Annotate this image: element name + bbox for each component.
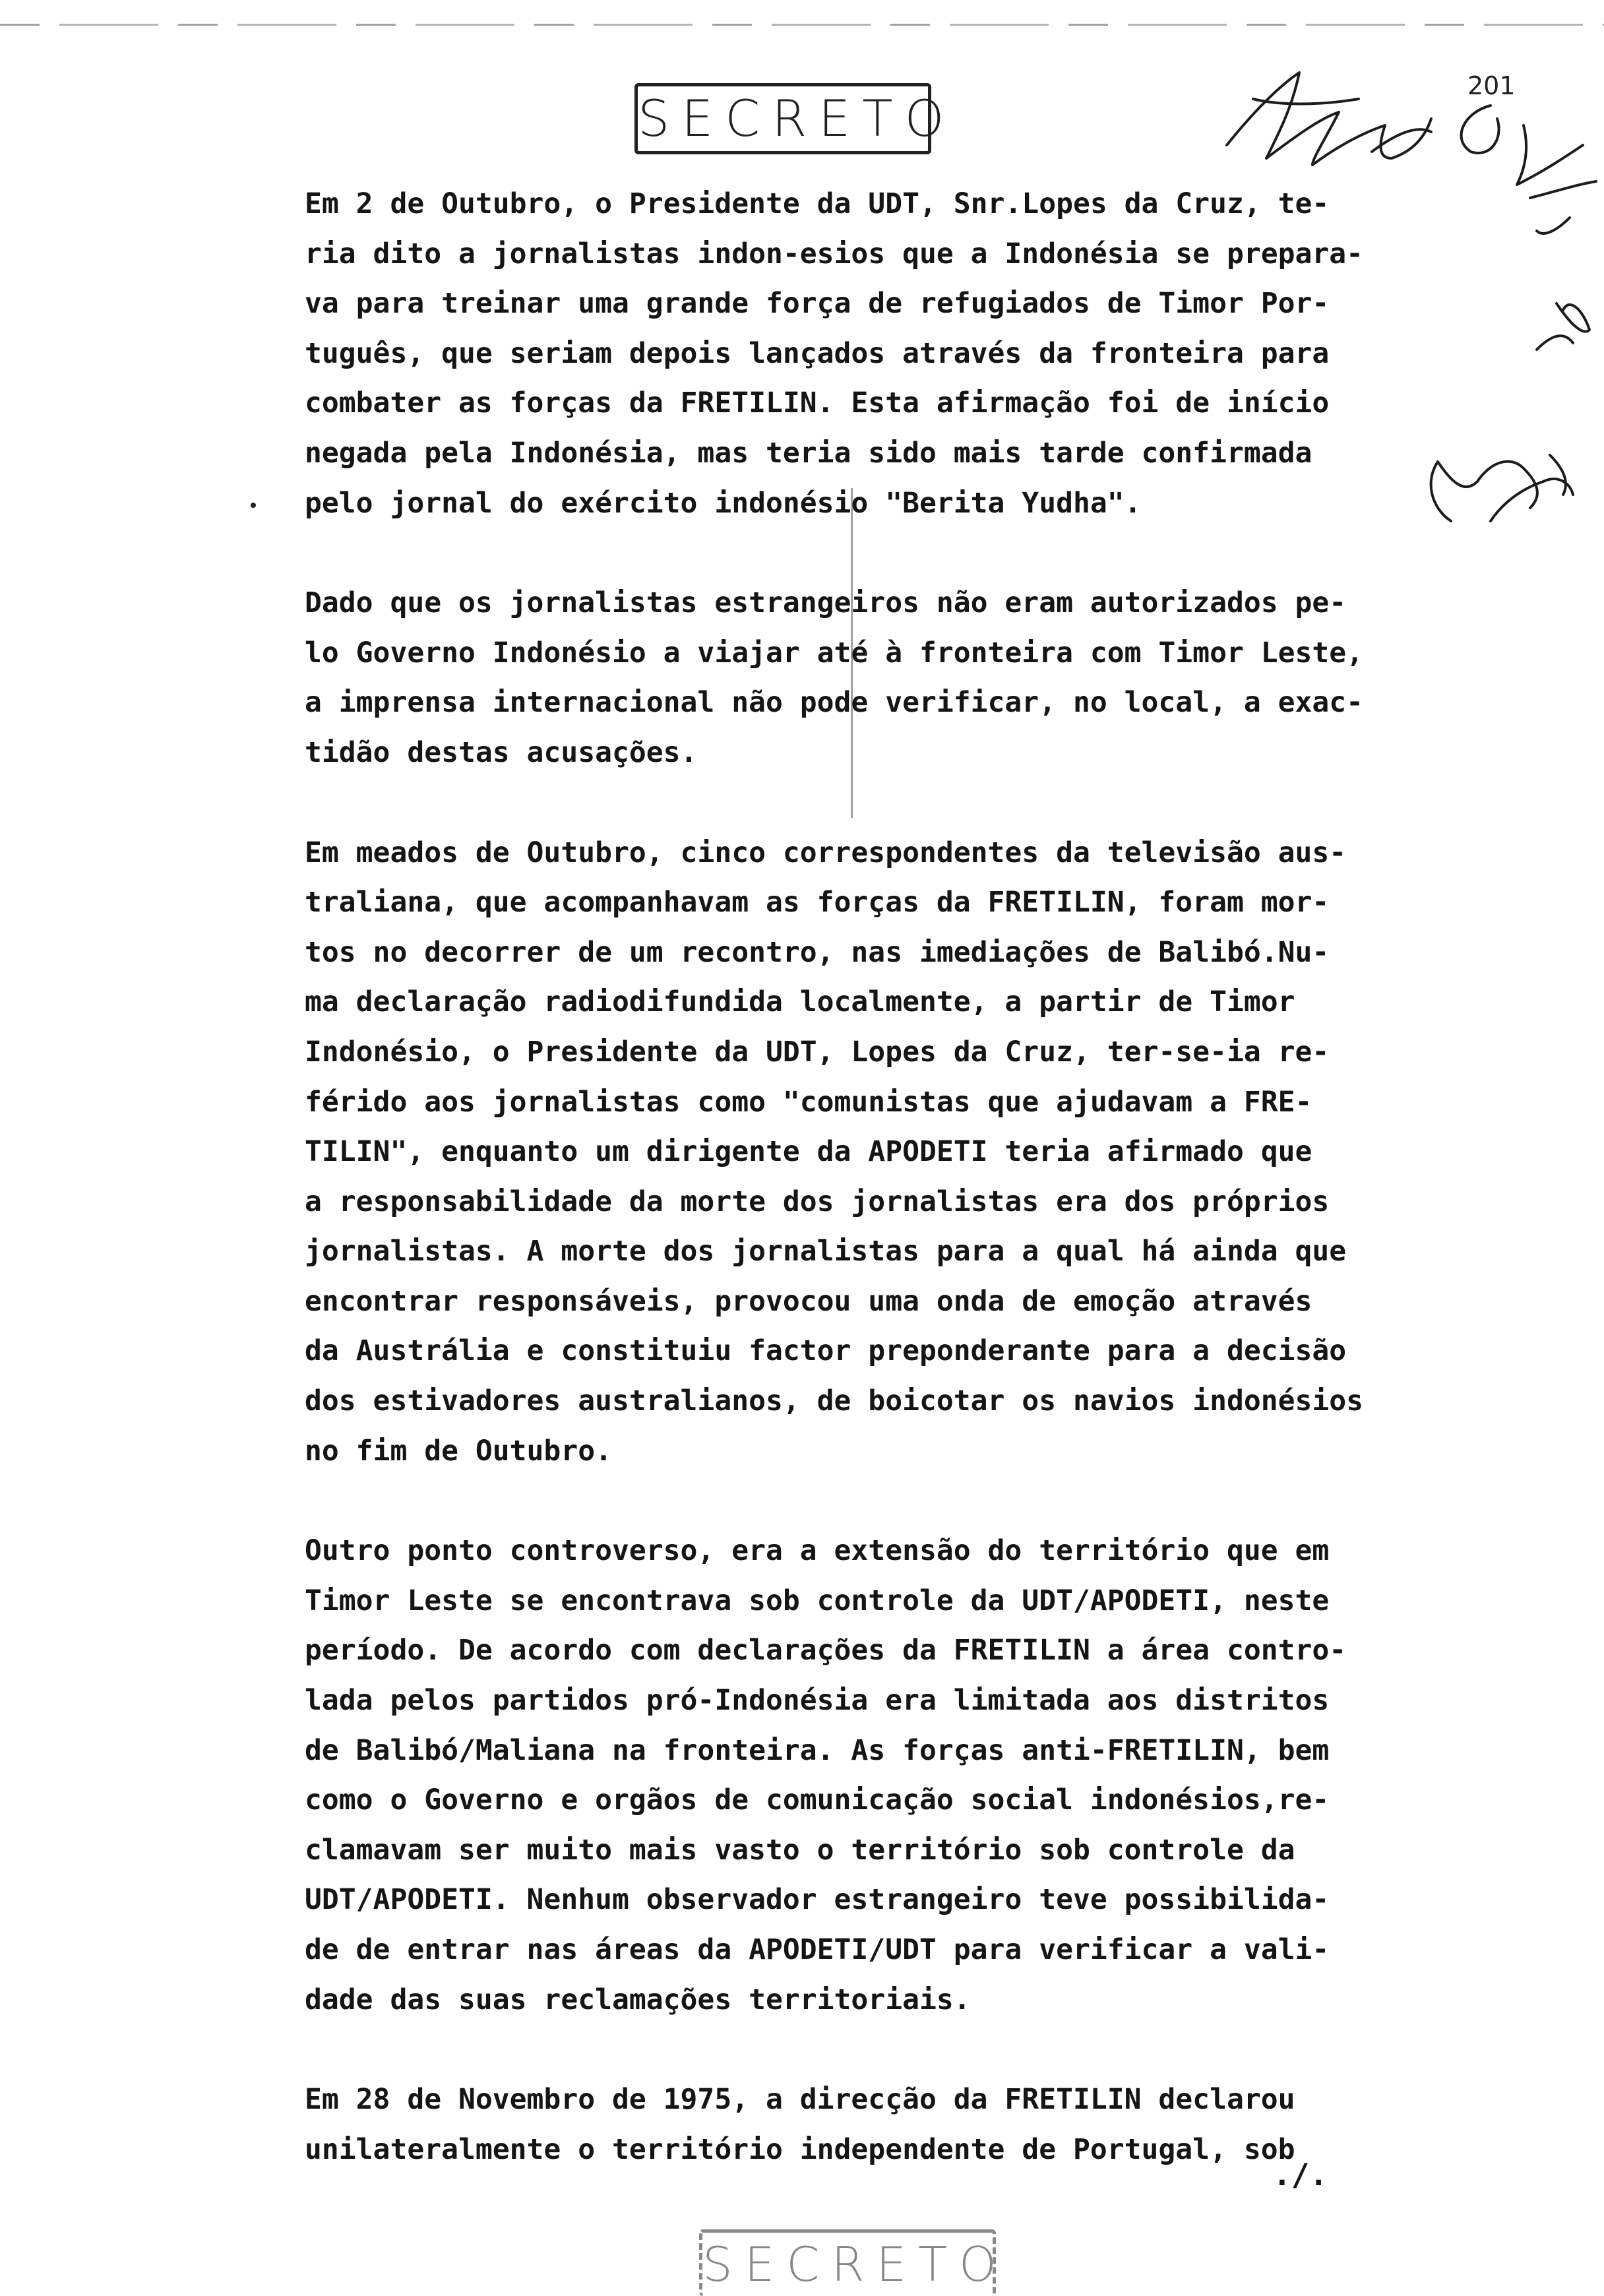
text-line: Indonésio, o Presidente da UDT, Lopes da Cruz, ter-se-ia re- xyxy=(305,1035,1330,1069)
text-line: unilateralmente o território independente de Portugal, sob xyxy=(305,2132,1295,2166)
text-line: lada pelos partidos pró-Indonésia era limitada aos distritos xyxy=(305,1684,1330,1718)
continuation-mark: ./. xyxy=(1273,2157,1328,2192)
text-line: encontrar responsáveis, provocou uma onda de emoção através xyxy=(305,1284,1312,1318)
text-line: tuguês, que seriam depois lançados através da fronteira para xyxy=(305,336,1330,370)
text-line: a imprensa internacional não pode verificar, no local, a exac- xyxy=(305,686,1364,720)
text-line: ma declaração radiodifundida localmente, a partir de Timor xyxy=(305,985,1295,1019)
text-line: período. De acordo com declarações da FRETILIN a área contro- xyxy=(305,1634,1347,1667)
text-line: de Balibó/Maliana na fronteira. As forças anti-FRETILIN, bem xyxy=(305,1733,1330,1767)
text-line: Em 2 de Outubro, o Presidente da UDT, Snr.Lopes da Cruz, te- xyxy=(305,187,1330,220)
text-line: lo Governo Indonésio a viajar até à fronteira com Timor Leste, xyxy=(305,636,1364,669)
text-line: combater as forças da FRETILIN. Esta afirmação foi de início xyxy=(305,387,1330,420)
text-line: dade das suas reclamações territoriais. xyxy=(305,1983,971,2016)
text-line: jornalistas. A morte dos jornalistas para a qual há ainda que xyxy=(305,1235,1347,1268)
paragraph-5 xyxy=(305,2075,1591,2175)
paragraph-3 xyxy=(305,828,1591,1477)
classification-stamp-bottom: SECRETO xyxy=(699,2229,996,2296)
top-edge-rule xyxy=(0,24,1604,26)
classification-stamp-top: SECRETO xyxy=(634,83,931,154)
text-line: como o Governo e orgãos de comunicação social indonésios,re- xyxy=(305,1784,1330,1817)
text-line: pelo jornal do exército indonésio "Berita Yudha". xyxy=(305,486,1142,520)
paragraph-2 xyxy=(305,578,1591,778)
text-line: ria dito a jornalistas indon-esios que a Indonésia se prepara- xyxy=(305,237,1364,270)
text-line: Dado que os jornalistas estrangeiros não eram autorizados pe- xyxy=(305,586,1347,620)
text-line: traliana, que acompanhavam as forças da FRETILIN, foram mor- xyxy=(305,886,1330,919)
text-line: TILIN", enquanto um dirigente da APODETI teria afirmado que xyxy=(305,1135,1312,1169)
text-line: Em 28 de Novembro de 1975, a direcção da FRETILIN declarou xyxy=(305,2083,1295,2117)
text-line: da Austrália e constituiu factor preponderante para a decisão xyxy=(305,1334,1347,1368)
text-line: tos no decorrer de um recontro, nas imediações de Balibó.Nu- xyxy=(305,935,1330,969)
paragraph-4 xyxy=(305,1526,1591,2025)
text-line: férido aos jornalistas como "comunistas que ajudavam a FRE- xyxy=(305,1085,1312,1119)
text-line: no fim de Outubro. xyxy=(305,1434,612,1468)
text-line: UDT/APODETI. Nenhum observador estrangeiro teve possibilida- xyxy=(305,1883,1330,1917)
text-line: Timor Leste se encontrava sob controle da UDT/APODETI, neste xyxy=(305,1584,1330,1617)
text-line: va para treinar uma grande força de refugiados de Timor Por- xyxy=(305,287,1330,321)
page-number: 201 xyxy=(1467,71,1516,100)
text-line: de de entrar nas áreas da APODETI/UDT para verificar a vali- xyxy=(305,1933,1330,1966)
text-line: dos estivadores australianos, de boicotar os navios indonésios xyxy=(305,1384,1364,1418)
margin-dot xyxy=(251,503,256,508)
text-line: clamavam ser muito mais vasto o território sob controle da xyxy=(305,1833,1295,1867)
text-line: Outro ponto controverso, era a extensão do território que em xyxy=(305,1534,1330,1568)
text-line: negada pela Indonésia, mas teria sido mais tarde confirmada xyxy=(305,436,1312,470)
document-body xyxy=(305,179,1591,2225)
paragraph-1 xyxy=(305,179,1591,528)
text-line: Em meados de Outubro, cinco correspondentes da televisão aus- xyxy=(305,836,1347,869)
text-line: tidão destas acusações. xyxy=(305,735,698,769)
text-line: a responsabilidade da morte dos jornalistas era dos próprios xyxy=(305,1185,1330,1218)
